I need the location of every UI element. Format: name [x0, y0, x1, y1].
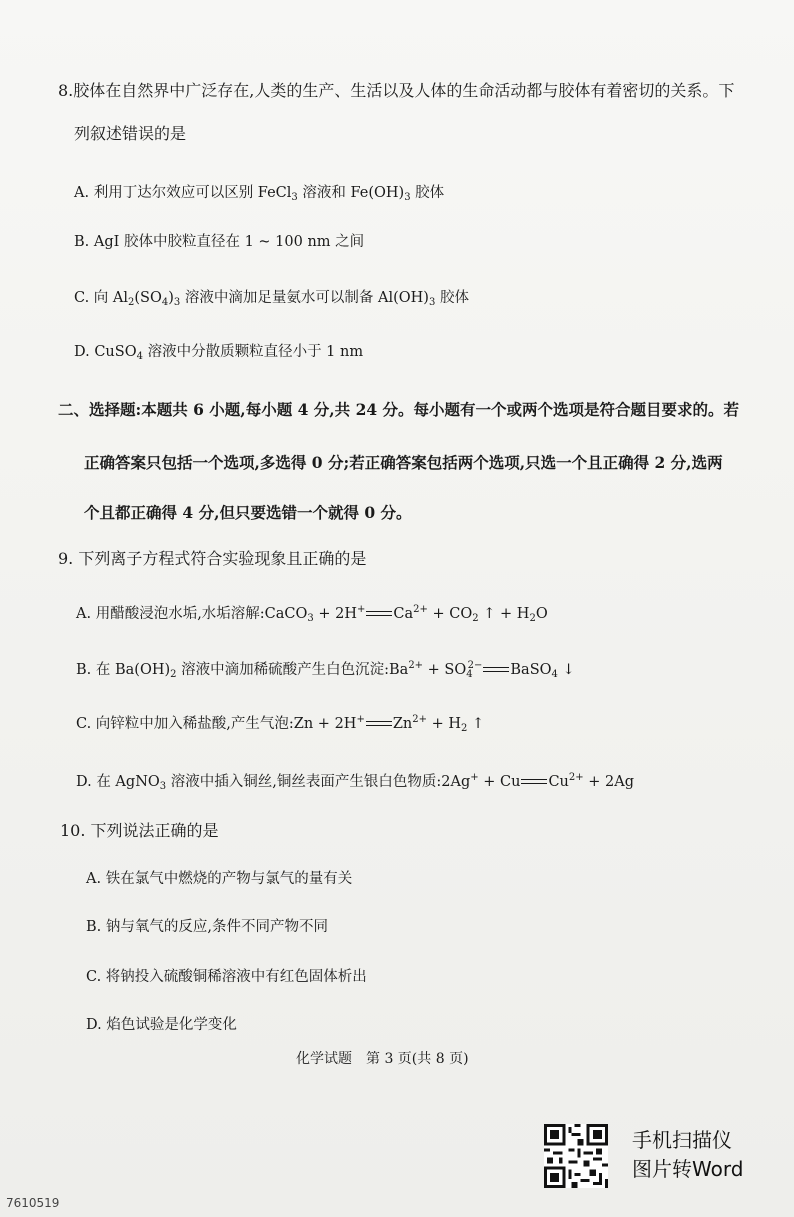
- q9-stem: 9. 下列离子方程式符合实验现象且正确的是: [58, 549, 367, 568]
- section2-instructions-line2: 正确答案只包括一个选项,多选得 0 分;若正确答案包括两个选项,只选一个且正确得 2 分,选两: [84, 453, 723, 472]
- equals-sign: [366, 609, 392, 619]
- q9-option-c: C. 向锌粒中加入稀盐酸,产生气泡:Zn + 2H+ $Zn^{2+} + H_2$ ↑: [76, 714, 485, 734]
- q10-option-a: A. 铁在氯气中燃烧的产物与氯气的量有关: [86, 871, 353, 887]
- section2-instructions-line1: 二、选择题:本题共 6 小题,每小题 4 分,共 24 分。每小题有一个或两个选项是符合题目要求的。若: [58, 400, 740, 419]
- brand-line2: 图片转Word: [632, 1157, 744, 1181]
- scan-code: 7610519: [6, 1196, 60, 1210]
- q10-stem: 10. 下列说法正确的是: [60, 821, 219, 840]
- brand-line1: 手机扫描仪: [632, 1128, 732, 1152]
- equals-sign: [483, 665, 509, 675]
- q8-option-a: A. 利用丁达尔效应可以区别 FeCl$_3$ 溶液和 $Fe(OH)_3$ 胶体: [74, 185, 445, 203]
- section2-instructions-line3: 个且都正确得 4 分,但只要选错一个就得 0 分。: [84, 503, 412, 522]
- q8-stem-line2: 列叙述错误的是: [74, 124, 187, 143]
- q8-option-c: C. 向 $Al_2(SO_4)_3$ 溶液中滴加足量氨水可以制备 $Al(OH)_3$ 胶体: [74, 290, 469, 308]
- equals-sign: [521, 777, 547, 787]
- equals-sign: [366, 719, 392, 729]
- q9-option-a: A. 用醋酸浸泡水垢,水垢溶解:CaCO$_3$ + 2H+ $Ca^{2+} + CO_2$ ↑ + $H_2O$: [76, 604, 548, 624]
- qr-code-icon: [544, 1124, 608, 1188]
- q10-option-d: D. 焰色试验是化学变化: [86, 1017, 237, 1033]
- q9-option-b: B. 在 $Ba(OH)_2$ 溶液中滴加稀硫酸产生白色沉淀$:Ba^{2+} + SO_4^{2-}$ BaSO$_4$ ↓: [76, 660, 575, 680]
- page-footer: 化学试题 第 3 页(共 8 页): [296, 1051, 469, 1067]
- q8-stem-line1: 8.胶体在自然界中广泛存在,人类的生产、生活以及人体的生命活动都与胶体有着密切的关系。下: [58, 81, 735, 100]
- q8-option-b: B. AgI 胶体中胶粒直径在 1 ~ 100 nm 之间: [74, 234, 365, 250]
- q8-option-d: D. CuSO$_4$ 溶液中分散质颗粒直径小于 1 nm: [74, 344, 364, 362]
- q10-option-b: B. 钠与氧气的反应,条件不同产物不同: [86, 919, 328, 935]
- q9-option-d: D. 在 AgNO$_3$ 溶液中插入铜丝,铜丝表面产生银白色物质:2Ag+ + Cu $Cu^{2+} + 2Ag$: [76, 772, 634, 792]
- q10-option-c: C. 将钠投入硫酸铜稀溶液中有红色固体析出: [86, 969, 367, 985]
